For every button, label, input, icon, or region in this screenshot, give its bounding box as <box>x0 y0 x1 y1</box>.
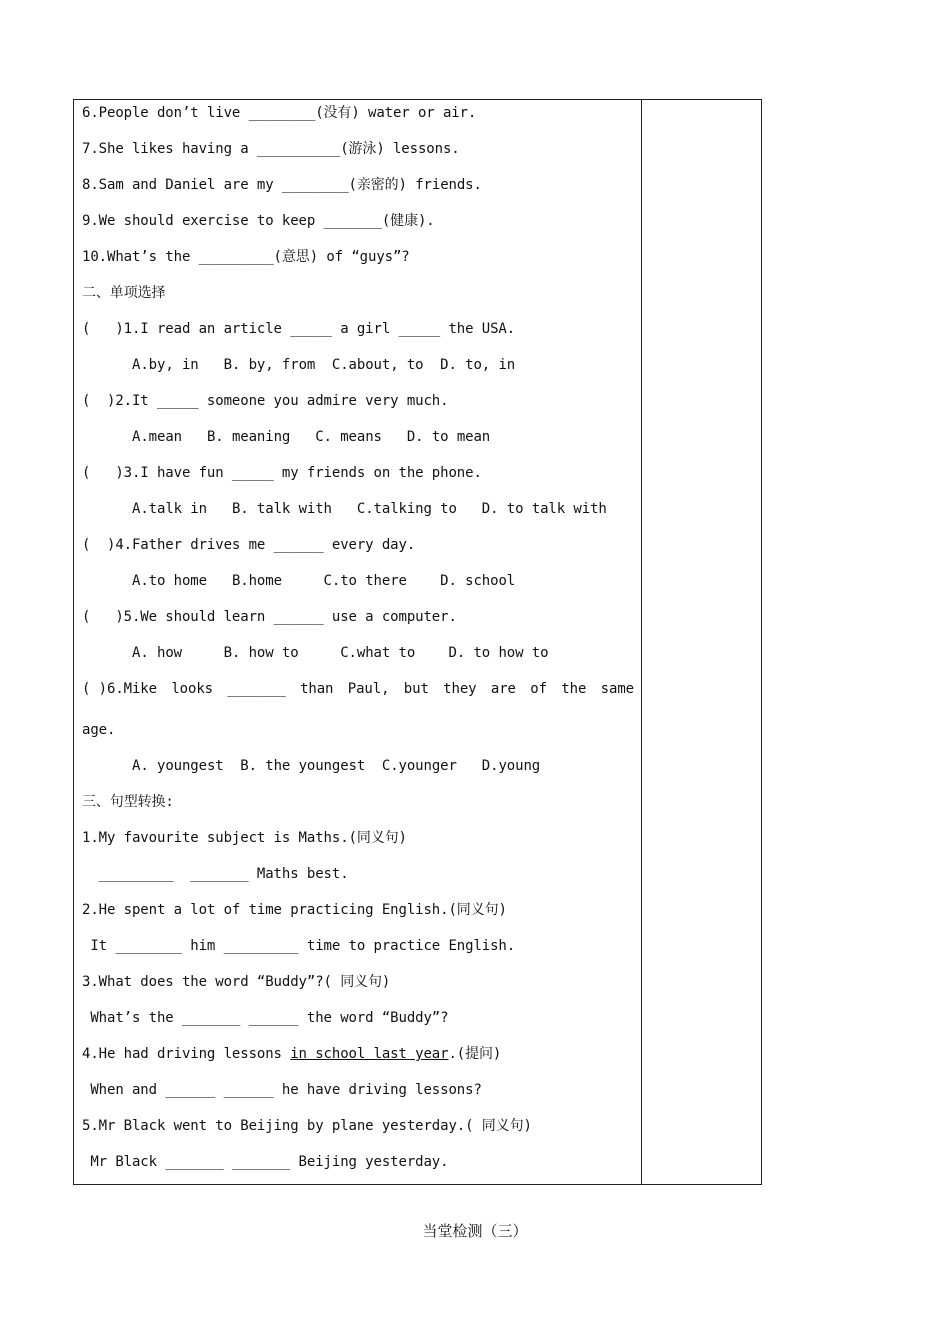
transform-question: 1.My favourite subject is Maths.(同义句) <box>82 830 407 846</box>
section-heading-sentence-transform: 三、句型转换: <box>82 794 174 810</box>
page-footer-title: 当堂检测（三） <box>422 1222 528 1240</box>
word: of <box>530 681 547 697</box>
word: same <box>600 681 634 697</box>
underlined-phrase: in school last year <box>290 1046 449 1062</box>
question-stem-6 <box>82 679 634 699</box>
word: are <box>490 681 516 697</box>
question-options: A.by, in B. by, from C.about, to D. to, in <box>132 357 516 373</box>
question-stem-6-continued: age. <box>82 722 116 738</box>
question-stem: ( )3.I have fun _____ my friends on the phone. <box>82 465 482 481</box>
word: looks <box>171 681 213 697</box>
question-options: A. youngest B. the youngest C.younger D.young <box>132 758 541 774</box>
question-stem: ( )4.Father drives me ______ every day. <box>82 537 416 553</box>
fill-in-9: 9.We should exercise to keep _______(健康). <box>82 213 435 229</box>
question-text: 4.He had driving lessons <box>82 1046 291 1062</box>
question-stem: ( )1.I read an article _____ a girl _____ the USA. <box>82 321 516 337</box>
word: the <box>561 681 587 697</box>
word: ( )6.Mike <box>82 681 157 697</box>
transform-answer: When and ______ ______ he have driving lessons? <box>82 1082 482 1098</box>
question-stem: ( )5.We should learn ______ use a computer. <box>82 609 457 625</box>
transform-answer: _________ _______ Maths best. <box>82 866 349 882</box>
transform-answer: It ________ him _________ time to practice English. <box>82 938 516 954</box>
word: they <box>443 681 477 697</box>
word: _______ <box>227 681 286 697</box>
question-options: A. how B. how to C.what to D. to how to <box>132 645 549 661</box>
fill-in-10: 10.What’s the _________(意思) of “guys”? <box>82 249 410 265</box>
fill-in-8: 8.Sam and Daniel are my ________(亲密的) friends. <box>82 177 482 193</box>
question-options: A.mean B. meaning C. means D. to mean <box>132 429 491 445</box>
fill-in-7: 7.She likes having a __________(游泳) lessons. <box>82 141 460 157</box>
transform-question: 2.He spent a lot of time practicing English.(同义句) <box>82 902 507 918</box>
question-options: A.to home B.home C.to there D. school <box>132 573 516 589</box>
question-options: A.talk in B. talk with C.talking to D. to talk with <box>132 501 607 517</box>
section-heading-multiple-choice: 二、单项选择 <box>82 285 166 301</box>
transform-question: 3.What does the word “Buddy”?( 同义句) <box>82 974 391 990</box>
fill-in-6: 6.People don’t live ________(没有) water or air. <box>82 105 477 121</box>
table-column-divider <box>641 99 642 1185</box>
transform-answer: What’s the _______ ______ the word “Buddy”? <box>82 1010 449 1026</box>
transform-question <box>82 1044 501 1064</box>
transform-answer: Mr Black _______ _______ Beijing yesterday. <box>82 1154 449 1170</box>
word: but <box>403 681 429 697</box>
word: Paul, <box>347 681 390 697</box>
question-text: .(提问) <box>448 1046 502 1062</box>
question-stem: ( )2.It _____ someone you admire very much. <box>82 393 449 409</box>
transform-question: 5.Mr Black went to Beijing by plane yesterday.( 同义句) <box>82 1118 532 1134</box>
word: than <box>300 681 334 697</box>
